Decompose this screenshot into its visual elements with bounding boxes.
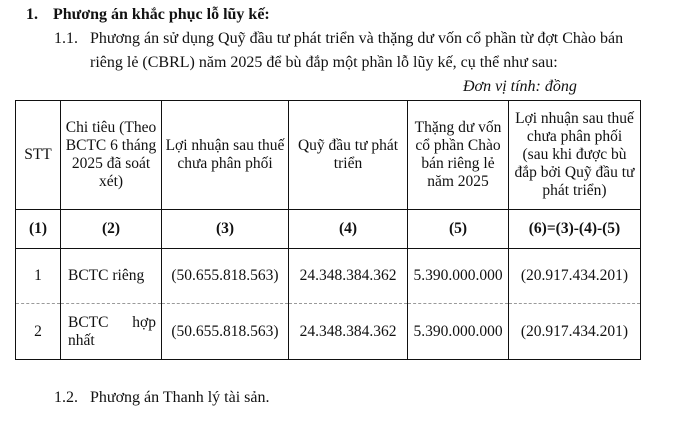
subsection-2-heading [54,388,269,408]
index-cell: (6)=(3)-(4)-(5) [509,210,641,249]
subsection-2-number: 1.2. [54,389,78,406]
row-indicator: BCTC hợp nhất [61,304,162,360]
subsection-2-title: Phương án Thanh lý tài sản. [90,389,270,406]
row-stt: 2 [16,304,61,360]
header-stt: STT [16,101,61,210]
header-profit-after-offset: Lợi nhuận sau thuế chưa phân phối (sau khi được bù đắp bởi Quỹ đầu tư phát triển) [509,101,641,210]
table-row [16,249,641,304]
header-development-fund: Quỹ đầu tư phát triển [289,101,408,210]
index-cell: (5) [408,210,509,249]
row-share-premium: 5.390.000.000 [408,249,509,304]
subsection-1-line-1: Phương án sử dụng Quỹ đầu tư phát triển và thặng dư vốn cổ phần từ đợt Chào bán [90,30,624,47]
subsection-1-line-2: riêng lẻ (CBRL) năm 2025 để bù đắp một phần lỗ lũy kế, cụ thể như sau: [90,54,558,71]
unit-note: Đơn vị tính: đồng [463,78,577,95]
section-title: Phương án khắc phục lỗ lũy kế: [53,6,270,23]
row-retained-profit: (50.655.818.563) [162,304,289,360]
subsection-1-paragraph [54,27,654,75]
loss-offset-table [15,100,641,360]
header-retained-profit: Lợi nhuận sau thuế chưa phân phối [162,101,289,210]
section-heading [26,5,270,25]
index-cell: (3) [162,210,289,249]
row-profit-after-offset: (20.917.434.201) [509,304,641,360]
subsection-1-number: 1.1. [54,30,78,47]
header-share-premium: Thặng dư vốn cổ phần Chào bán riêng lẻ năm 2025 [408,101,509,210]
row-stt: 1 [16,249,61,304]
index-cell: (1) [16,210,61,249]
row-indicator: BCTC riêng [61,249,162,304]
table-index-row [16,210,641,249]
row-share-premium: 5.390.000.000 [408,304,509,360]
row-development-fund: 24.348.384.362 [289,249,408,304]
index-cell: (2) [61,210,162,249]
row-retained-profit: (50.655.818.563) [162,249,289,304]
table-row [16,304,641,360]
header-indicator: Chi tiêu (Theo BCTC 6 tháng 2025 đã soát xét) [61,101,162,210]
index-cell: (4) [289,210,408,249]
row-development-fund: 24.348.384.362 [289,304,408,360]
table-header-row [16,101,641,210]
section-number: 1. [26,6,38,23]
row-profit-after-offset: (20.917.434.201) [509,249,641,304]
